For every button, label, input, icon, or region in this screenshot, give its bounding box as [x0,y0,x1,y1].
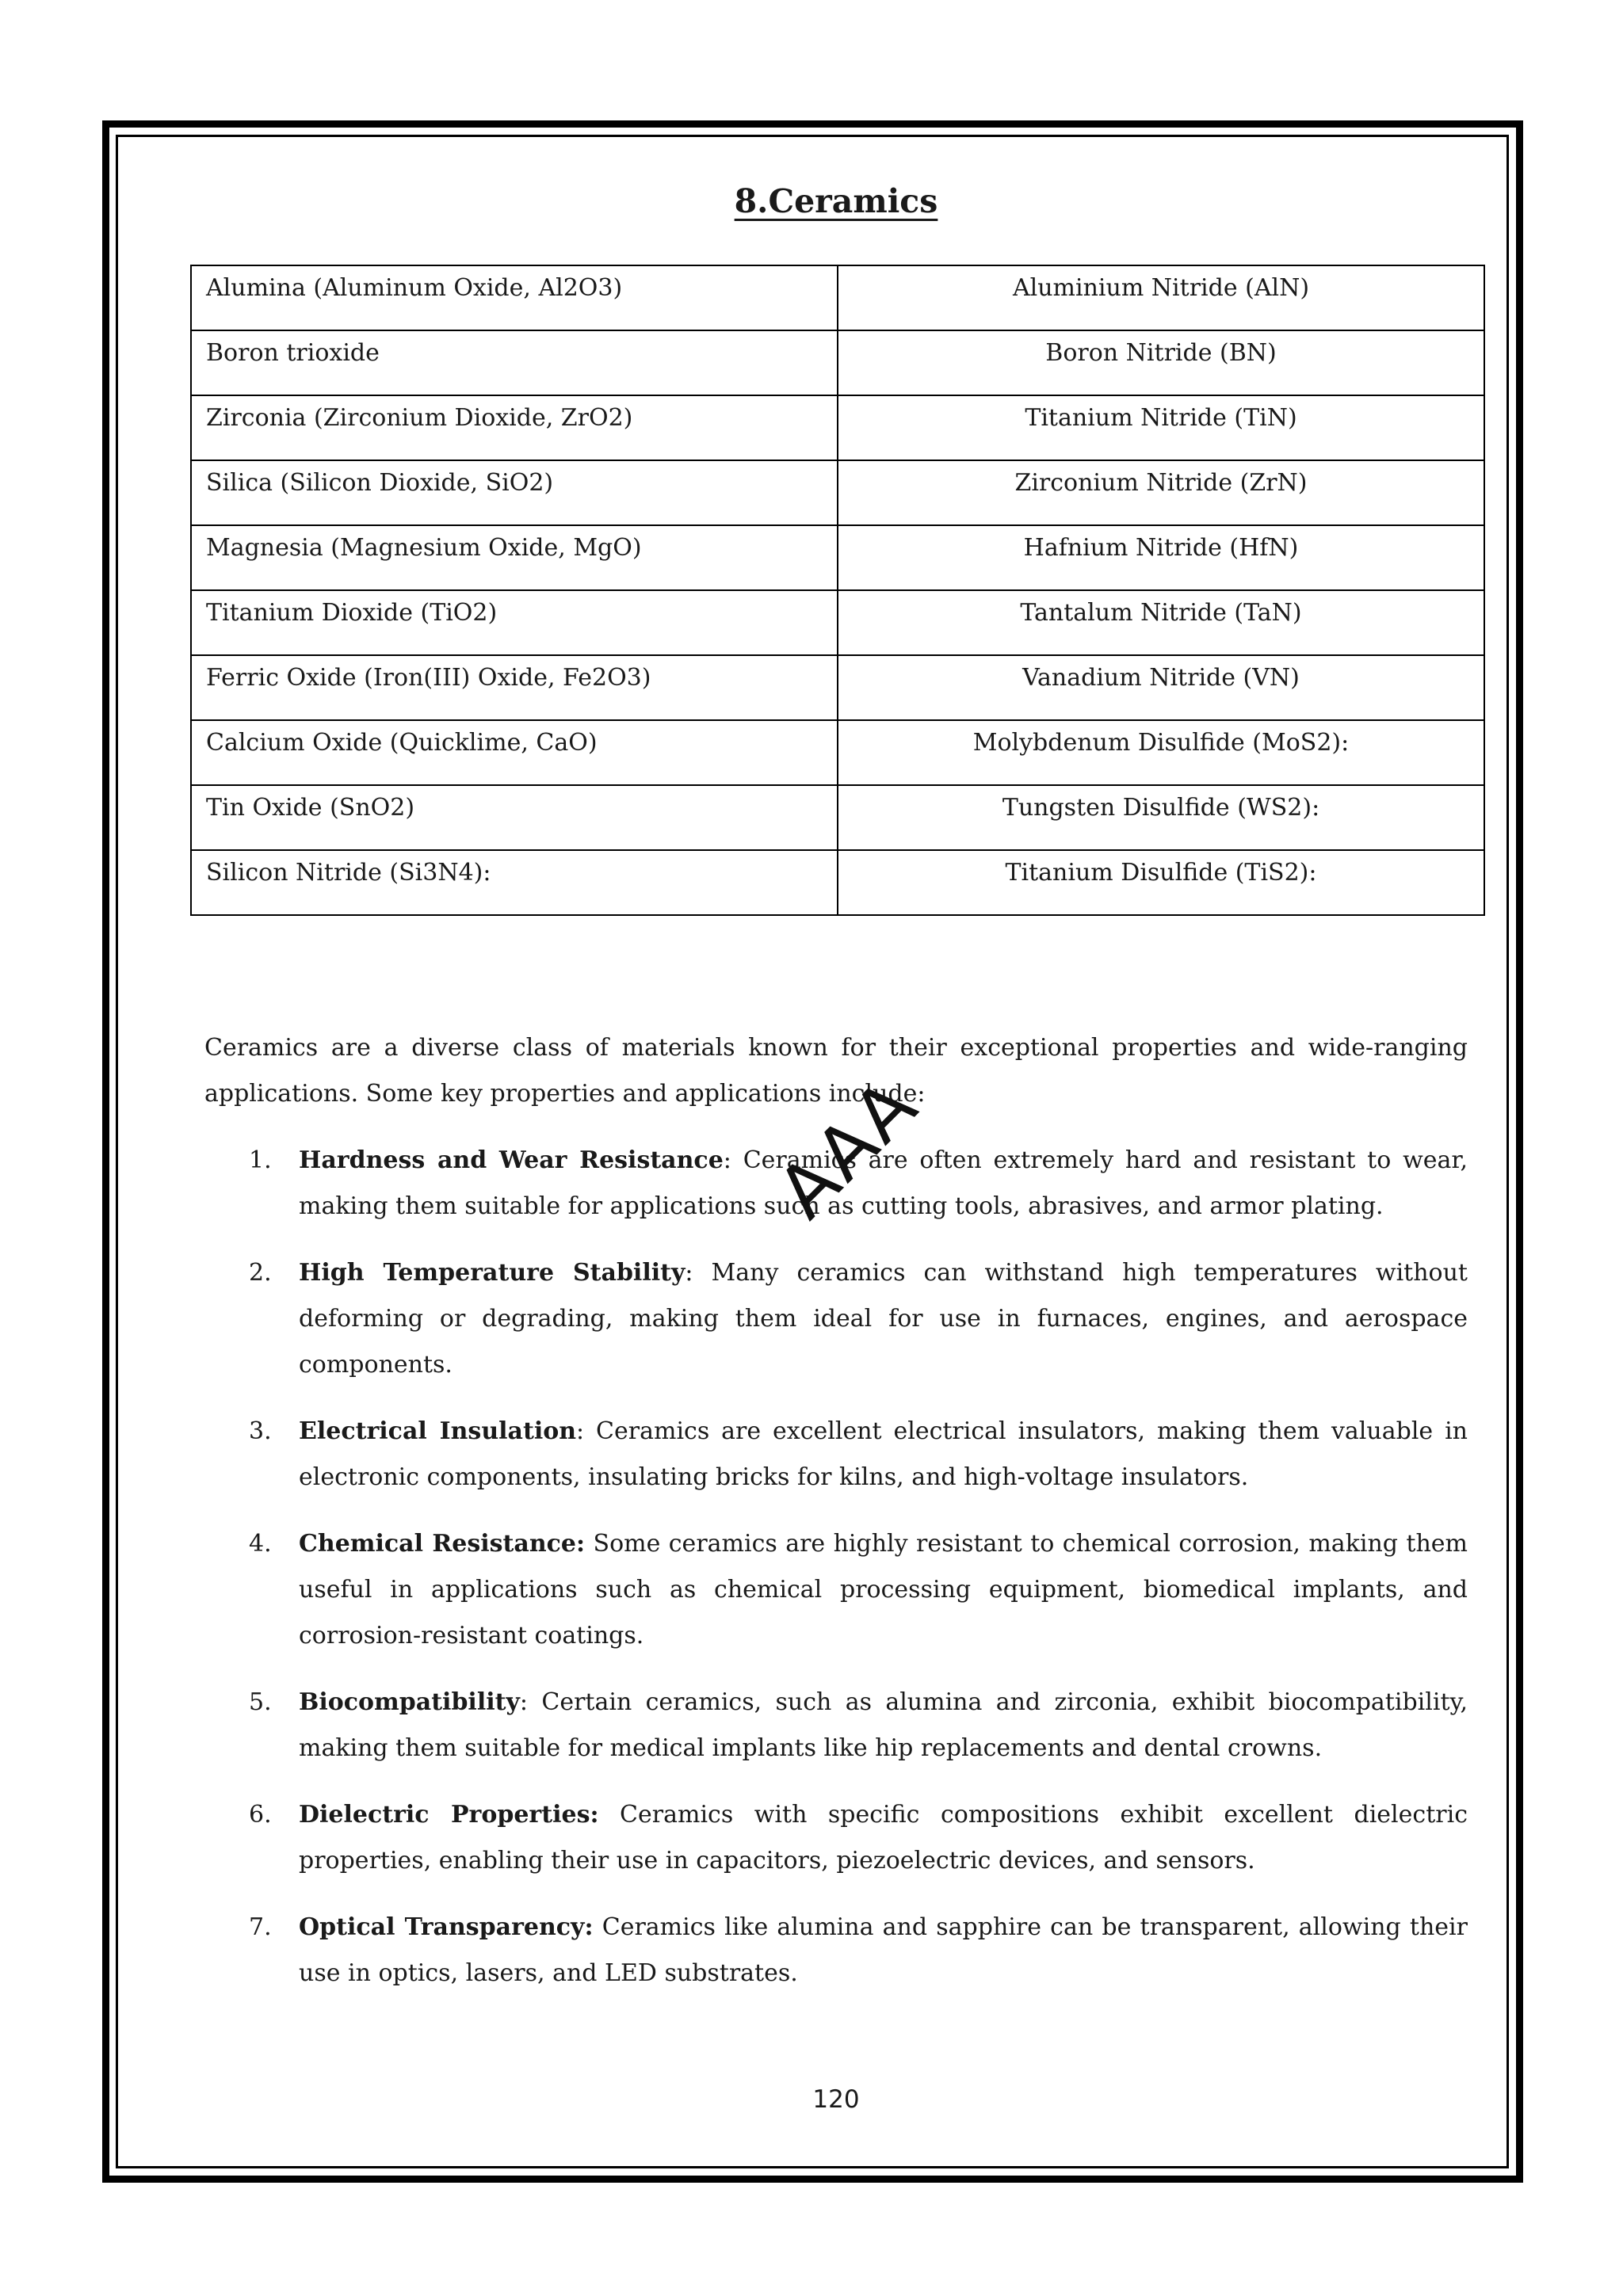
table-cell-oxide: Ferric Oxide (Iron(III) Oxide, Fe2O3) [191,655,838,720]
property-term: Dielectric Properties: [299,1801,599,1829]
list-number: 6. [249,1801,272,1829]
table-cell-nitride: Boron Nitride (BN) [838,330,1484,395]
watermark: AAA [762,1062,934,1235]
list-item [204,1521,1468,1659]
properties-list [204,1138,1468,2017]
list-number: 4. [249,1530,272,1558]
property-separator: : [576,1417,585,1445]
table-cell-disulfide: Titanium Disulfide (TiS2): [838,850,1484,915]
property-text: Many ceramics can withstand high temperatures without deforming or degrading, making them ideal for use in furnaces, engines, and aerospace components. [299,1259,1468,1379]
table-row [191,330,1484,395]
property-separator: : [685,1259,693,1287]
list-number: 3. [249,1417,272,1445]
table-cell-nitride: Hafnium Nitride (HfN) [838,525,1484,590]
property-text: Certain ceramics, such as alumina and zirconia, exhibit biocompatibility, making them suitable for medical implants like hip replacements and dental crowns. [299,1688,1468,1762]
list-number: 1. [249,1146,272,1174]
table-cell-nitride: Tantalum Nitride (TaN) [838,590,1484,655]
materials-table [190,265,1485,916]
table-row [191,655,1484,720]
table-cell-oxide: Alumina (Aluminum Oxide, Al2O3) [191,265,838,330]
list-number: 2. [249,1259,272,1287]
property-term: Chemical Resistance: [299,1530,586,1558]
page-title: 8.Ceramics [734,182,938,220]
table-cell-nitride: Aluminium Nitride (AlN) [838,265,1484,330]
list-number: 5. [249,1688,272,1716]
table-cell-oxide: Titanium Dioxide (TiO2) [191,590,838,655]
property-term: Hardness and Wear Resistance [299,1146,724,1174]
table-cell-oxide: Calcium Oxide (Quicklime, CaO) [191,720,838,785]
table-cell-oxide: Magnesia (Magnesium Oxide, MgO) [191,525,838,590]
property-term: Optical Transparency: [299,1913,594,1941]
property-term: Biocompatibility [299,1688,520,1716]
page-number: 120 [812,2085,860,2114]
property-separator: : [519,1688,529,1716]
table-cell-nitride: Zirconium Nitride (ZrN) [838,460,1484,525]
property-text: Ceramics are often extremely hard and resistant to wear, making them suitable for applications such as cutting tools, abrasives, and armor plating. [299,1146,1468,1220]
list-item [204,1250,1468,1388]
table-row [191,785,1484,850]
list-item [204,1680,1468,1772]
table-cell-nitride: Silicon Nitride (Si3N4): [191,850,838,915]
table-cell-oxide: Silica (Silicon Dioxide, SiO2) [191,460,838,525]
table-cell-oxide: Zirconia (Zirconium Dioxide, ZrO2) [191,395,838,460]
property-text: Some ceramics are highly resistant to chemical corrosion, making them useful in applications such as chemical processing equipment, biomedical implants, and corrosion-resistant coatings. [299,1530,1468,1650]
list-item [204,1409,1468,1501]
table-row [191,525,1484,590]
materials-table-body [191,265,1484,915]
table-row [191,590,1484,655]
table-cell-nitride: Vanadium Nitride (VN) [838,655,1484,720]
table-row [191,395,1484,460]
table-cell-nitride: Titanium Nitride (TiN) [838,395,1484,460]
table-cell-disulfide: Molybdenum Disulfide (MoS2): [838,720,1484,785]
table-row [191,850,1484,915]
property-text: Ceramics like alumina and sapphire can be transparent, allowing their use in optics, lasers, and LED substrates. [299,1913,1468,1987]
list-item [204,1905,1468,1997]
property-text: Ceramics with specific compositions exhibit excellent dielectric properties, enabling their use in capacitors, piezoelectric devices, and sensors. [299,1801,1468,1875]
property-term: High Temperature Stability [299,1259,685,1287]
table-cell-oxide: Tin Oxide (SnO2) [191,785,838,850]
list-number: 7. [249,1913,272,1941]
property-text: Ceramics are excellent electrical insulators, making them valuable in electronic components, insulating bricks for kilns, and high-voltage insulators. [299,1417,1468,1491]
property-separator: : [723,1146,731,1174]
table-cell-disulfide: Tungsten Disulfide (WS2): [838,785,1484,850]
list-item [204,1792,1468,1884]
table-cell-oxide: Boron trioxide [191,330,838,395]
intro-paragraph: Ceramics are a diverse class of materials known for their exceptional properties and wide-ranging applications. Some key properties and applications include: [204,1034,1468,1108]
table-row [191,460,1484,525]
table-row [191,265,1484,330]
table-row [191,720,1484,785]
property-term: Electrical Insulation [299,1417,577,1445]
